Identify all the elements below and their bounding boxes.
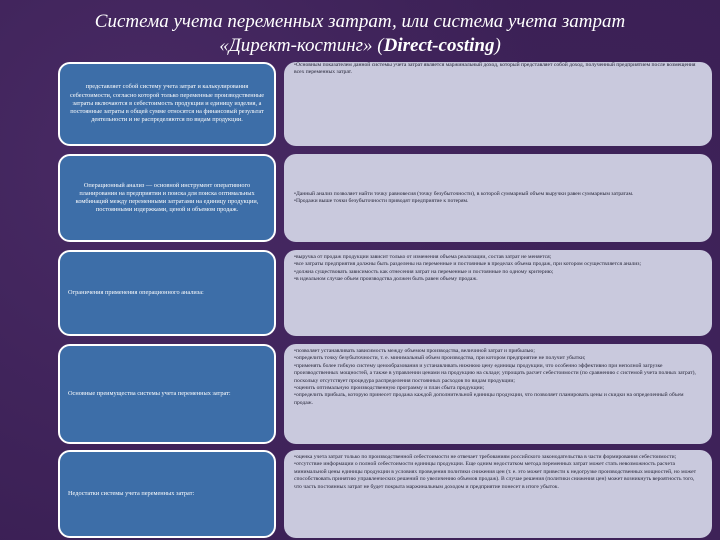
disadvantages-box [58,450,276,538]
operational-analysis-text: Операционный анализ — основной инструмент оперативного планирования на предприятии и поиска для поиска оптимальных комбинаций между переменными затратами на единицу продукции, постоянными издержками, ценой и объемом продаж. [75,181,259,214]
row-operational-analysis [58,154,708,242]
breakeven-text: •Данный анализ позволяет найти точку равновесия (точку безубыточности), в которой суммарный объем выручки равен суммарным затратам. •Продажи выше точки безубыточности приводят предприятие к потерям. [294,190,634,204]
advantages-list-text: •позволяет устанавливать зависимость между объемом производства, величиной затрат и прибылью; •определить точку безубыточности, т. е. минимальный объем производства, при котором предприятие не получит убытки; •применять более гибкую систему ценообразования и устанавливать нижнюю цену единицы продукции, что особенно эффективно при неполной загрузке производственных мощностей, а также в управлении ценами на продукцию на складе; упрощать расчет себестоимости (по сравнению с системой учета полных затрат), поскольку отсутствует процедура распределения постоянных расходов по видам продукции; •оценить оптимальную производственную программу и план сбыта продукции; •определить прибыль, которую принесет продажа каждой дополнительной единицы продукции, что позволяет планировать цены и скидки на определенный объем продаж. [294,348,696,406]
definition-text: представляет собой систему учета затрат и калькулирования себестоимости, согласно которой только переменные производственные затраты включаются в себестоимость продукции и единицу изделия, а постоянные затраты в общей сумме относятся на финансовый результат деятельности и не распределяются по видам продукции. [69,83,265,124]
advantages-list-box [284,344,712,444]
disadvantages-list-box [284,450,712,538]
marginal-income-box [284,62,712,146]
title-english-term: Direct-costing [383,35,495,56]
row-advantages [58,344,708,444]
breakeven-box [284,154,712,242]
advantages-label: Основные преимущества системы учета переменных затрат: [68,389,231,397]
limitations-list-box [284,250,712,336]
marginal-income-text: •Основным показателем данной системы учета затрат является маржинальный доход, который представляет собой доход, полученный предприятием после возмещения всех переменных затрат. [294,62,696,76]
row-definition [58,62,708,146]
title-line-2: «Директ-костинг» (Direct-costing) [219,35,501,56]
operational-analysis-box [58,154,276,242]
limitations-list-text: •выручка от продаж продукции зависит только от изменения объема реализации, состав затрат не меняется; •все затраты предприятия должны быть разделены на переменные и постоянные в пределах объема продаж, при котором осуществляется анализ; •должна существовать зависимость как отнесения затрат на переменные и постоянные по одному критерию; •в идеальном случае объем производства должен быть равен объему продаж. [294,254,642,283]
row-limitations [58,250,708,336]
disadvantages-list-text: •оценка учета затрат только по производственной себестоимости не отвечает требованиям российского законодательства в части формирования себестоимости; •отсутствие информации о полной себестоимости единицы продукции. Еще одним недостатком метода переменных затрат может стать невозможность расчета минимальной цены единицы продукции в условиях проведения политики снижения цен (т. е. это может привести к недогрузке производственных мощностей, но может способствовать принятию управленческих решений по увеличению объемов продаж). В случае решения (политики снижения цен) может возникнуть вероятность того, что часть постоянных затрат не будет покрыта маржинальным доходом и предприятие понесет в итоге убыток. [294,454,697,490]
row-disadvantages [58,450,708,538]
disadvantages-label: Недостатки системы учета переменных затрат: [68,489,195,497]
slide-title [40,10,680,58]
limitations-box [58,250,276,336]
limitations-label: Ограничения применения операционного анализа: [68,288,204,296]
advantages-box [58,344,276,444]
definition-box [58,62,276,146]
title-line-1: Система учета переменных затрат, или система учета затрат [94,11,626,32]
